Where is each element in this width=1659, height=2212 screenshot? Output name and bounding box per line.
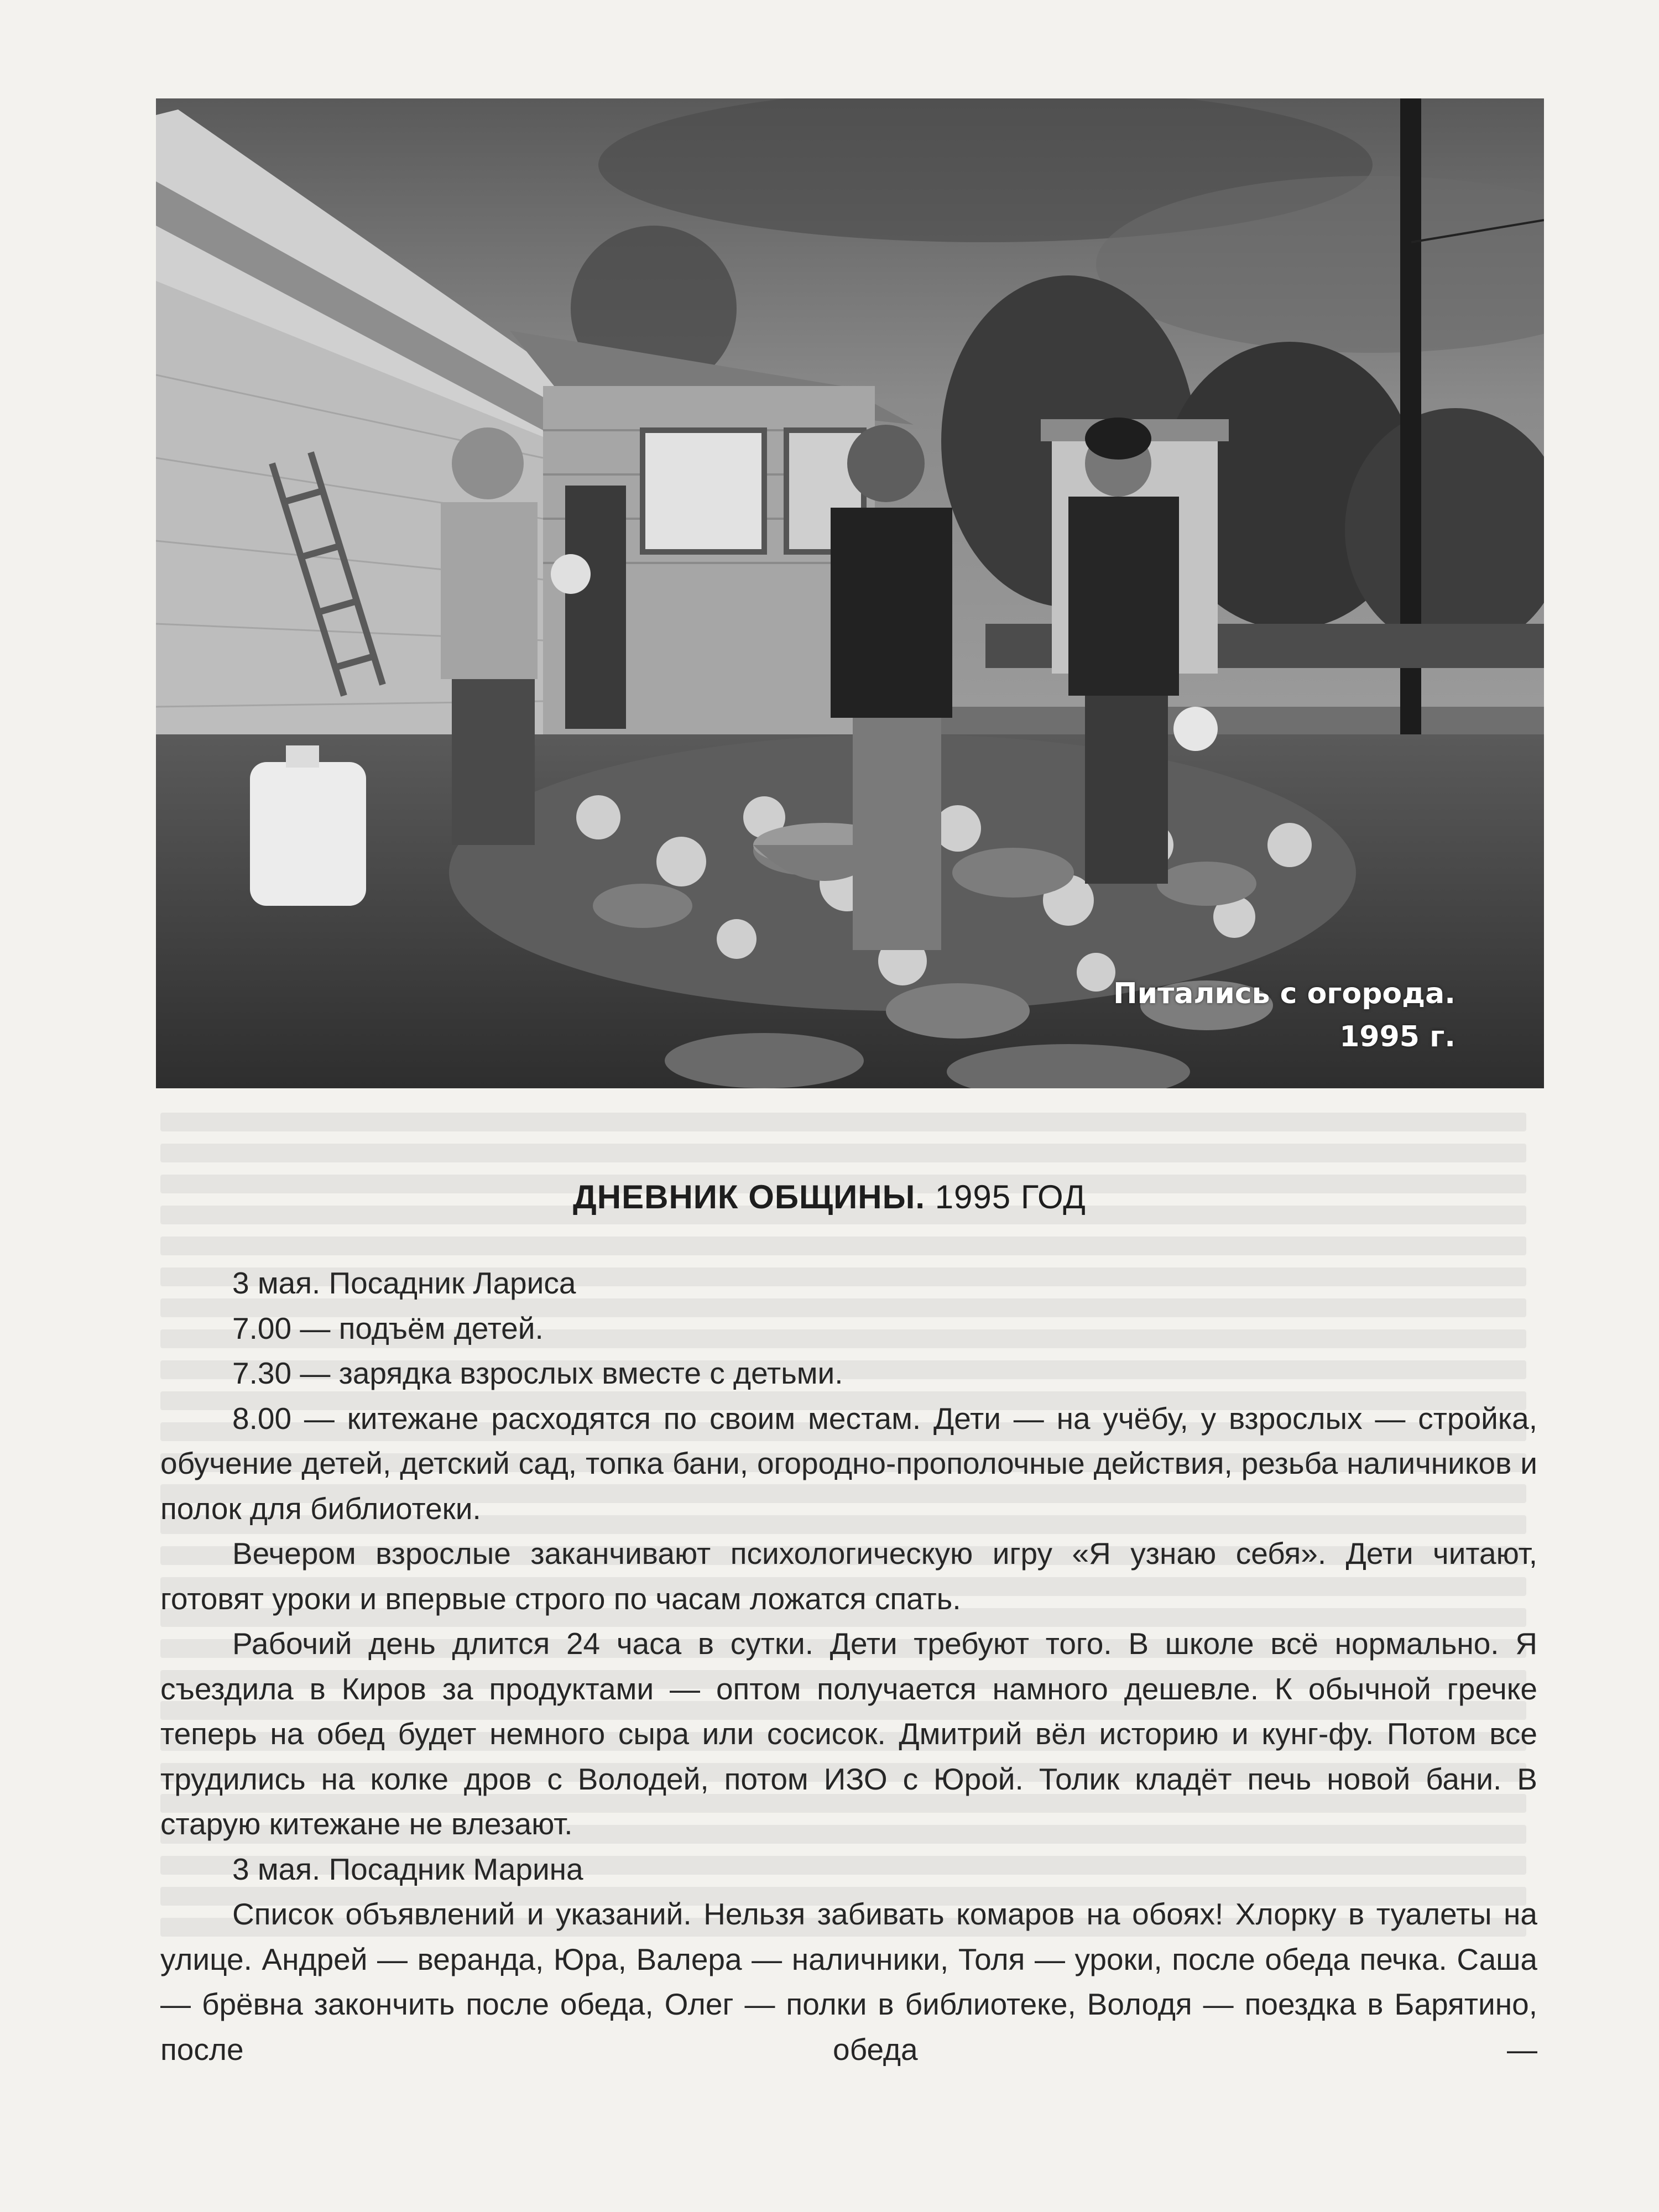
section-heading-bold: ДНЕВНИК ОБЩИНЫ. [573,1178,926,1215]
diary-text [160,1261,1537,2072]
diary-paragraph: Вечером взрослые заканчивают психологическую игру «Я узнаю себя». Дети читают, готовят уроки и впервые строго по часам ложатся спать. [160,1536,1537,1616]
section-heading-year: 1995 ГОД [935,1178,1086,1215]
diary-paragraph: Список объявлений и указаний. Нельзя забивать комаров на обоях! Хлорку в туалеты на улице. Андрей — веранда, Юра, Валера — наличники, Толя — уроки, после обеда печка. Саша — брёвна закончить после обеда, Олег — полки в библиотеке, Володя — поездка в Барятино, после обеда — [160,1897,1537,2067]
diary-paragraph: 7.00 — подъём детей. [232,1311,544,1345]
photo-caption [1113,972,1455,1058]
diary-paragraph: 3 мая. Посадник Лариса [232,1266,576,1300]
diary-paragraph: 7.30 — зарядка взрослых вместе с детьми. [232,1356,843,1390]
section-heading [0,1178,1659,1216]
garden-photo-illustration [156,98,1544,1088]
photo-caption-line: Питались с огорода. [1113,977,1455,1010]
diary-paragraph: 3 мая. Посадник Марина [232,1851,583,1886]
diary-paragraph: Рабочий день длится 24 часа в сутки. Дети требуют того. В школе всё нормально. Я съездила в Киров за продуктами — оптом получается намного дешевле. К обычной гречке теперь на обед будет немного сыра или сосисок. Дмитрий вёл историю и кунг-фу. Потом все трудились на колке дров с Володей, потом ИЗО с Юрой. Толик кладёт печь новой бани. В старую китежане не влезают. [160,1626,1537,1841]
photo-caption-line: 1995 г. [1339,1020,1455,1053]
garden-photo [156,98,1544,1088]
diary-paragraph: 8.00 — китежане расходятся по своим местам. Дети — на учёбу, у взрослых — стройка, обучение детей, детский сад, топка бани, огородно-прополочные действия, резьба наличников и полок для библиотеки. [160,1401,1537,1526]
